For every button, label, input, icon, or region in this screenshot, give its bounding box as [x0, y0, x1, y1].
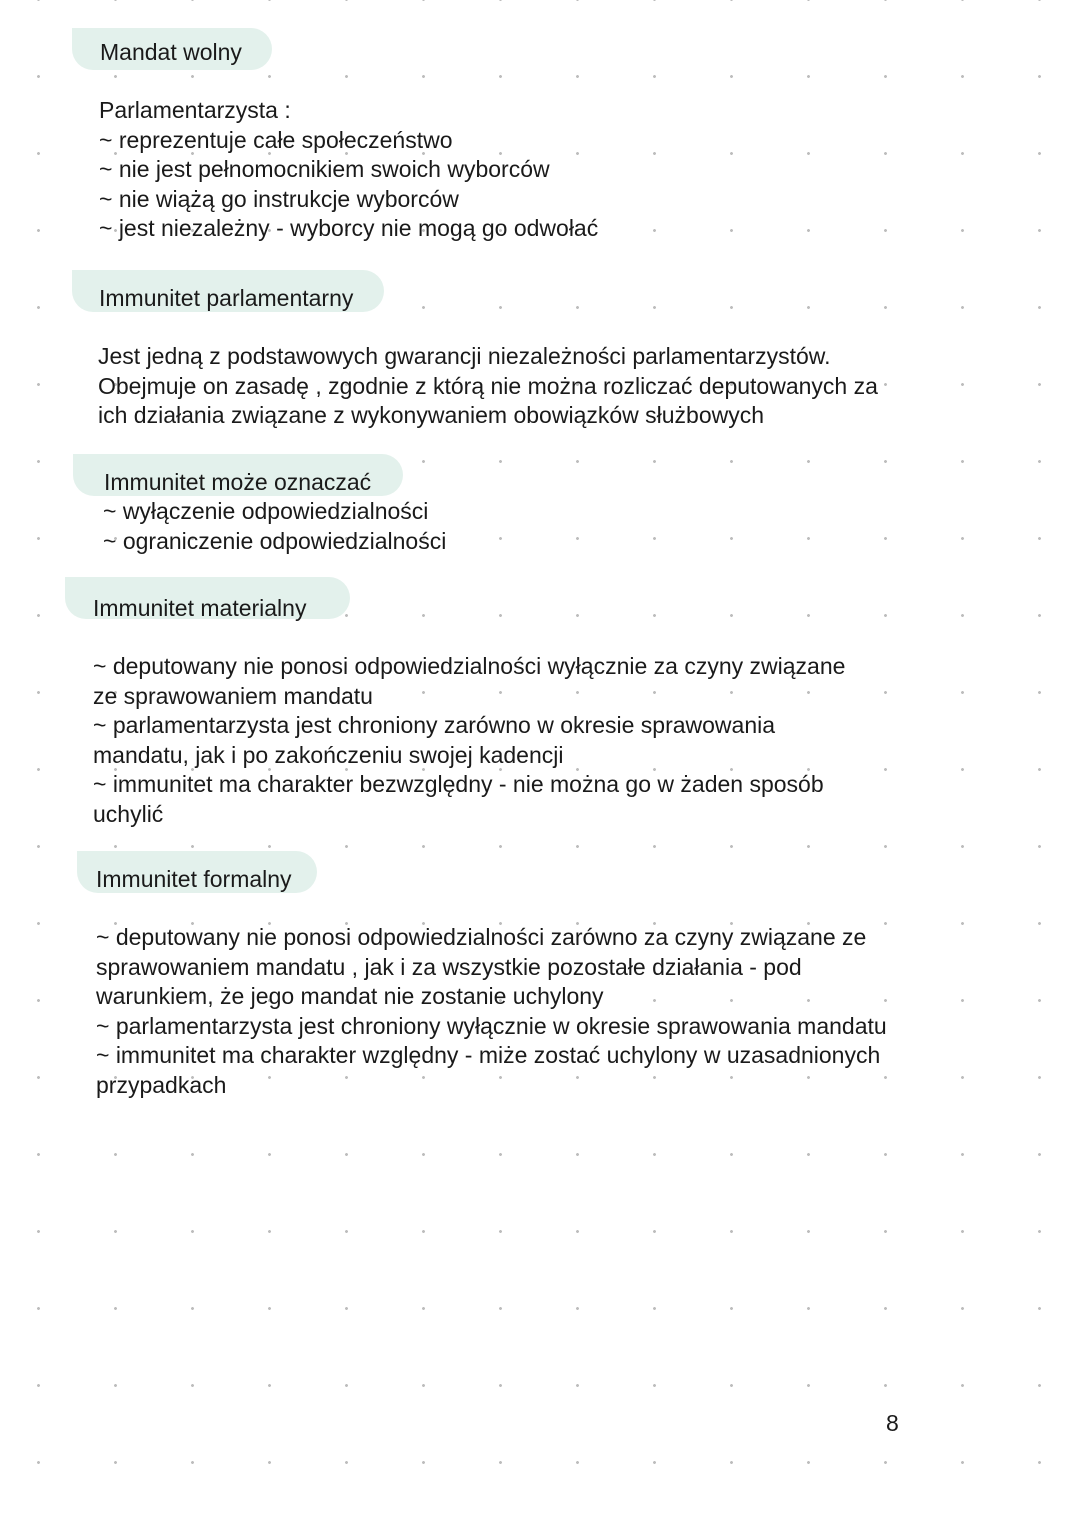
text-line: ~ immunitet ma charakter względny - miże zostać uchylony w uzasadnionych: [96, 1042, 881, 1068]
text-line: ze sprawowaniem mandatu: [93, 682, 373, 709]
heading-immunitet-parlamentarny: Immunitet parlamentarny: [99, 285, 354, 311]
text-line: ich działania związane z wykonywaniem obowiązków służbowych: [98, 402, 765, 428]
text-line: ~ deputowany nie ponosi odpowiedzialności wyłącznie za czyny związane: [93, 653, 846, 679]
text-line: ~ wyłączenie odpowiedzialności: [103, 498, 429, 524]
text-line: Obejmuje on zasadę , zgodnie z którą nie można rozliczać deputowanych za: [98, 372, 878, 399]
text-line: Parlamentarzysta :: [99, 97, 291, 123]
heading-mandat-wolny: Mandat wolny: [100, 39, 242, 65]
text-line: przypadkach: [96, 1071, 227, 1098]
section-body: [98, 342, 878, 431]
text-line: uchylić: [93, 800, 164, 827]
text-line: warunkiem, że jego mandat nie zostanie uchylony: [96, 983, 604, 1009]
text-line: ~ parlamentarzysta jest chroniony zarówno w okresie sprawowania: [93, 712, 776, 738]
section-body: [99, 96, 598, 244]
text-line: ~ nie wiążą go instrukcje wyborców: [99, 185, 459, 212]
text-line: ~ immunitet ma charakter bezwzględny - nie można go w żaden sposób: [93, 771, 824, 797]
section-body: [93, 652, 845, 829]
text-line: sprawowaniem mandatu , jak i za wszystkie pozostałe działania - pod: [96, 953, 802, 980]
text-line: mandatu, jak i po zakończeniu swojej kadencji: [93, 741, 564, 768]
text-line: ~ ograniczenie odpowiedzialności: [103, 527, 447, 554]
heading-immunitet-moze-oznaczac: Immunitet może oznaczać: [104, 469, 372, 495]
heading-immunitet-formalny: Immunitet formalny: [96, 866, 292, 892]
text-line: ~ reprezentuje całe społeczeństwo: [99, 126, 453, 153]
text-line: ~ parlamentarzysta jest chroniony wyłącznie w okresie sprawowania mandatu: [96, 1012, 887, 1039]
text-line: ~ nie jest pełnomocnikiem swoich wyborców: [99, 156, 550, 182]
text-line: Jest jedną z podstawowych gwarancji niezależności parlamentarzystów.: [98, 343, 831, 369]
heading-immunitet-materialny: Immunitet materialny: [93, 595, 307, 621]
section-body: [96, 923, 887, 1100]
text-line: ~ deputowany nie ponosi odpowiedzialności zarówno za czyny związane ze: [96, 924, 867, 950]
page-number: 8: [886, 1410, 899, 1436]
section-body: [103, 497, 446, 556]
text-line: ~ jest niezależny - wyborcy nie mogą go odwołać: [99, 215, 599, 241]
